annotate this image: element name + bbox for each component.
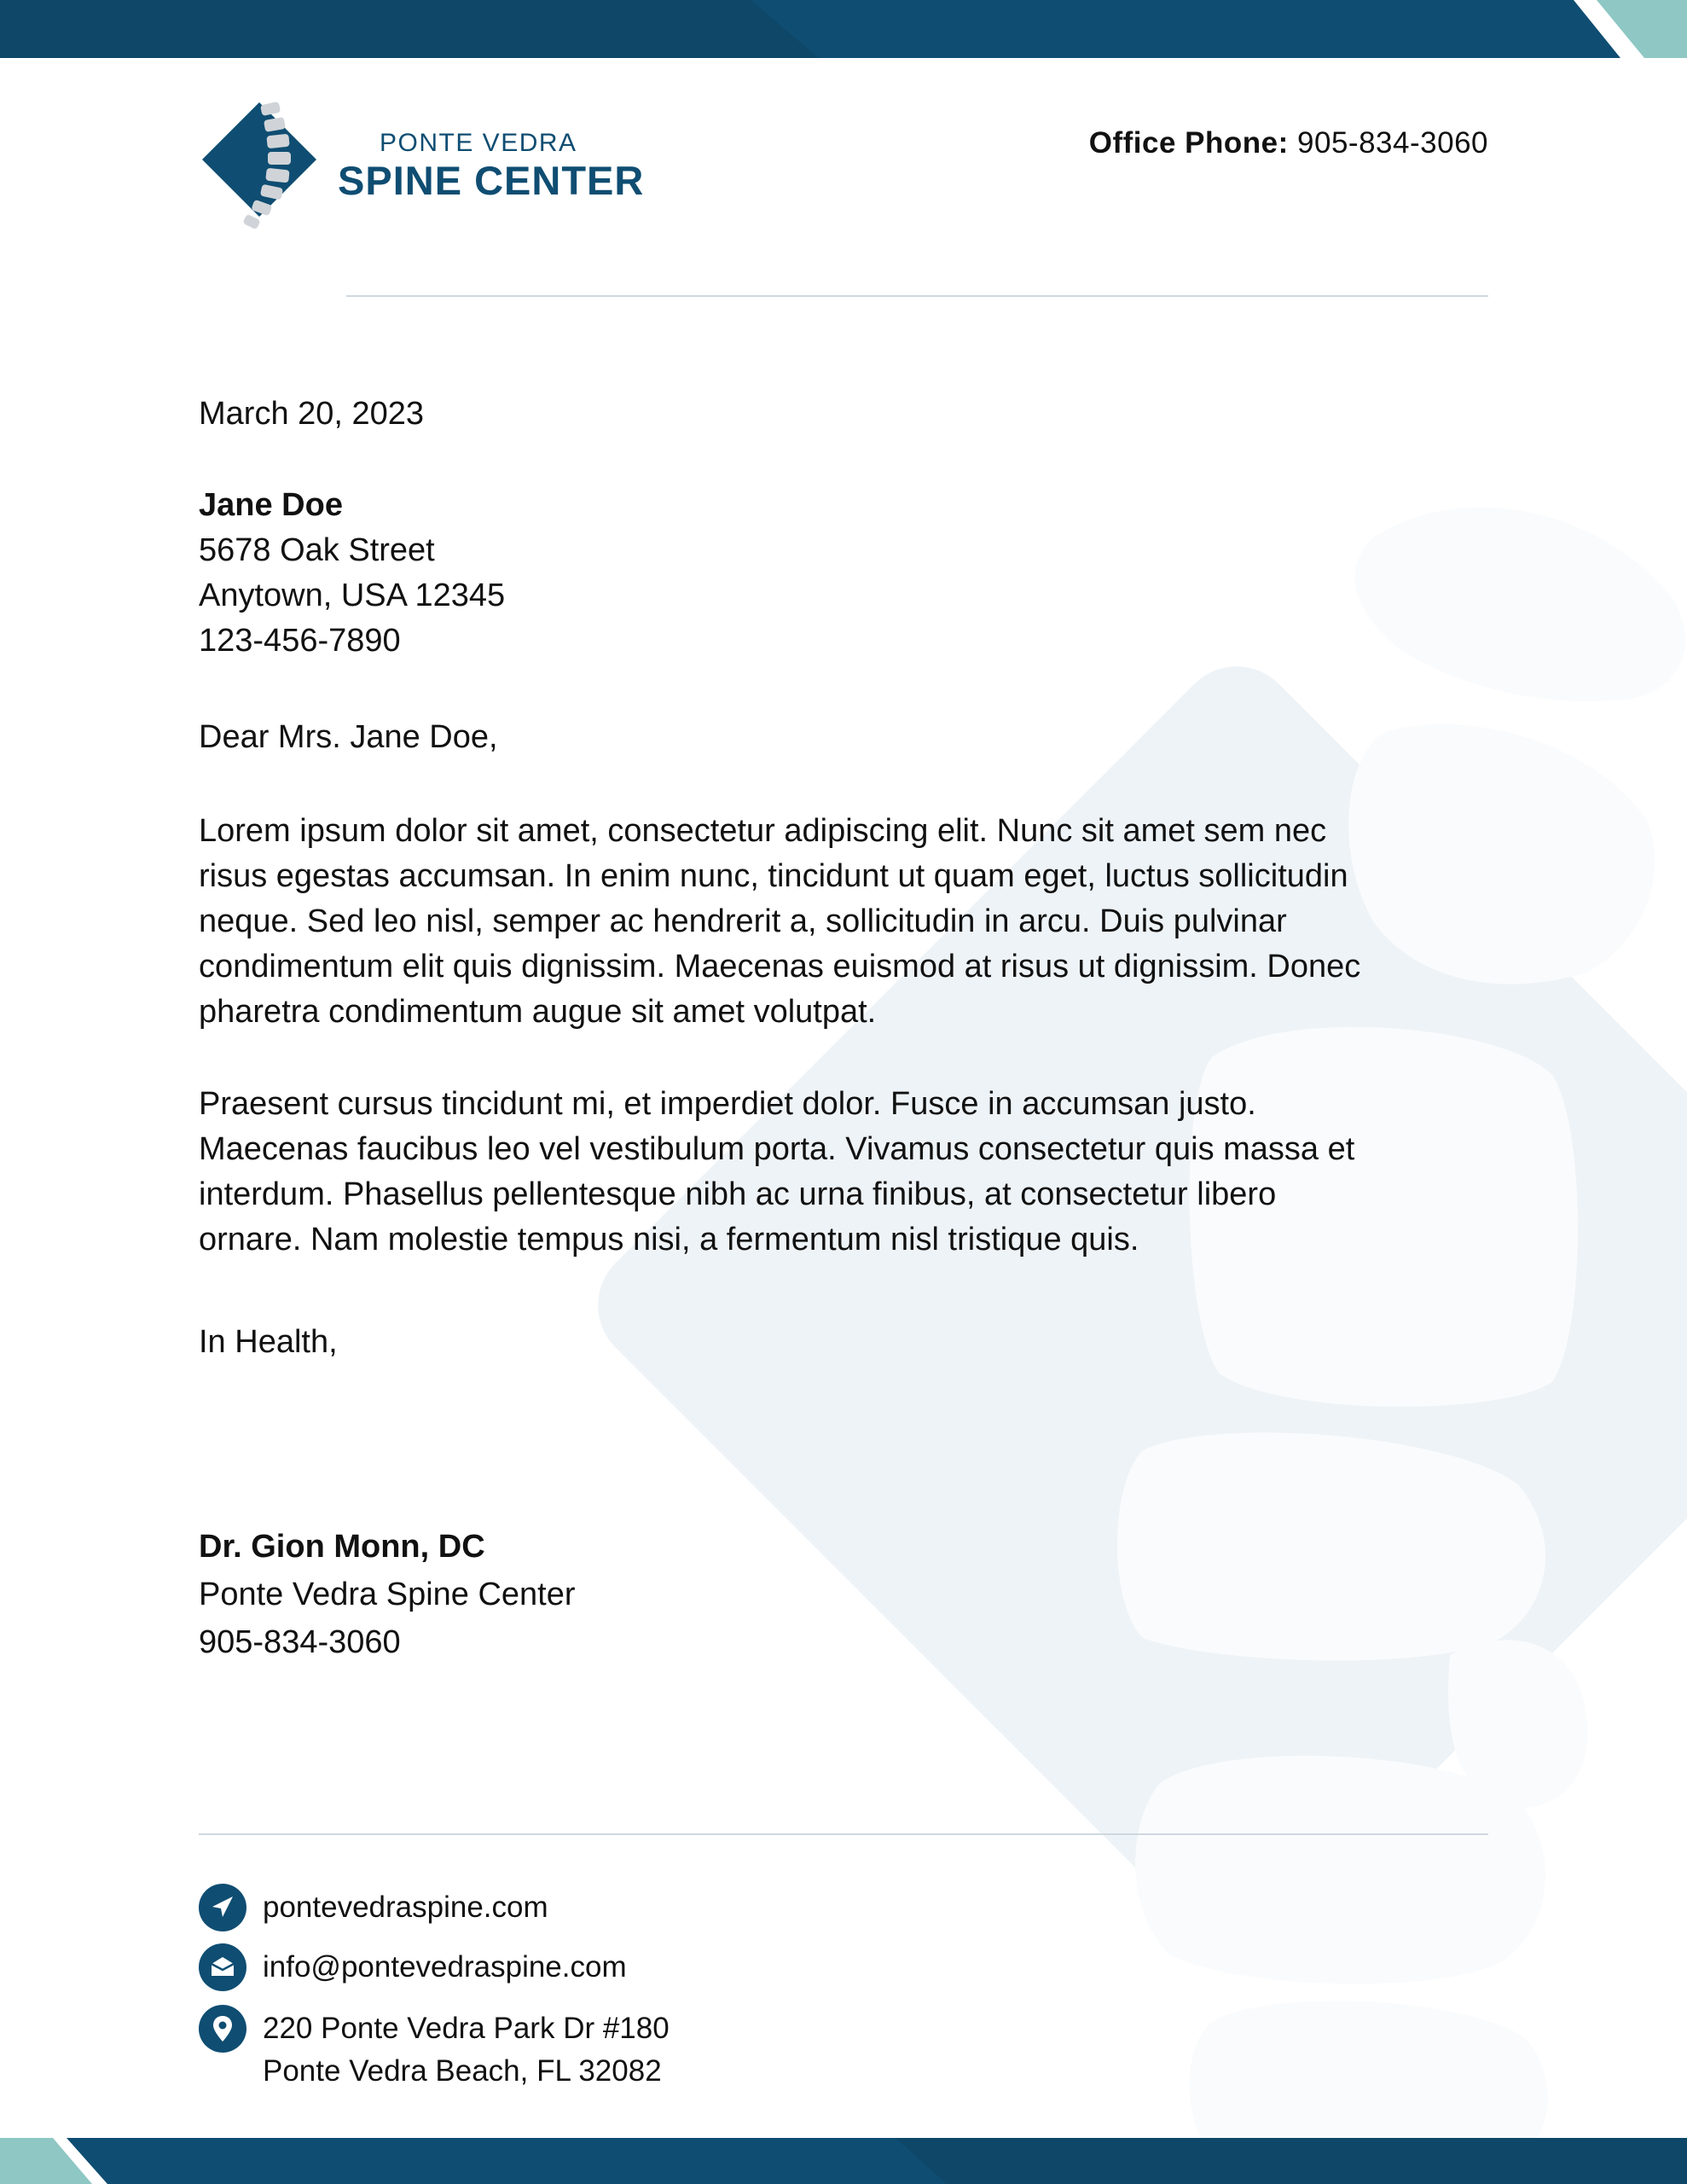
- office-phone-value: 905-834-3060: [1297, 126, 1488, 160]
- envelope-icon: [199, 1943, 246, 1991]
- recipient-city: Anytown, USA 12345: [199, 578, 506, 613]
- logo-text-line1: PONTE VEDRA: [380, 129, 577, 157]
- header-band: [0, 0, 1687, 58]
- salutation: Dear Mrs. Jane Doe,: [199, 719, 498, 755]
- company-logo: [201, 98, 645, 235]
- send-arrow-icon: [199, 1884, 246, 1931]
- recipient-street: 5678 Oak Street: [199, 532, 435, 568]
- logo-text-line2: SPINE CENTER: [338, 158, 645, 203]
- paragraph-2: [199, 1082, 1354, 1263]
- recipient-phone: 123-456-7890: [199, 623, 401, 659]
- signatory-organization: Ponte Vedra Spine Center: [199, 1577, 576, 1612]
- recipient-name: Jane Doe: [199, 487, 343, 523]
- address-line1: 220 Ponte Vedra Park Dr #180: [263, 2012, 670, 2045]
- office-phone: [1089, 126, 1488, 160]
- closing: In Health,: [199, 1324, 338, 1360]
- paragraph-line: interdum. Phasellus pellentesque nibh ac urna finibus, at consectetur libero: [199, 1176, 1277, 1212]
- address-text: [263, 2007, 670, 2093]
- signatory-phone: 905-834-3060: [199, 1624, 401, 1660]
- email-link[interactable]: info@pontevedraspine.com: [263, 1950, 627, 1984]
- office-phone-label: Office Phone:: [1088, 126, 1289, 160]
- paragraph-line: Lorem ipsum dolor sit amet, consectetur adipiscing elit. Nunc sit amet sem nec: [199, 813, 1327, 849]
- paragraph-1: [199, 809, 1360, 1035]
- paragraph-line: neque. Sed leo nisl, semper ac hendrerit a, sollicitudin in arcu. Duis pulvinar: [199, 903, 1287, 939]
- paragraph-line: Maecenas faucibus leo vel vestibulum porta. Vivamus consectetur quis massa et: [199, 1131, 1355, 1167]
- paragraph-line: risus egestas accumsan. In enim nunc, tincidunt ut quam eget, luctus sollicitudin: [199, 858, 1348, 894]
- signatory-name: Dr. Gion Monn, DC: [199, 1529, 485, 1565]
- map-pin-icon: [199, 2005, 246, 2053]
- spine-diamond-logo-icon: [201, 98, 329, 235]
- address-line2: Ponte Vedra Beach, FL 32082: [263, 2054, 662, 2088]
- footer-band: [0, 2138, 1687, 2184]
- signature-block: [199, 1523, 576, 1666]
- header-divider: [346, 295, 1488, 297]
- paragraph-line: ornare. Nam molestie tempus nisi, a fermentum nisl tristique quis.: [199, 1222, 1139, 1258]
- paragraph-line: condimentum elit quis dignissim. Maecenas euismod at risus ut dignissim. Donec: [199, 949, 1361, 985]
- footer-divider: [199, 1833, 1488, 1835]
- recipient-block: [199, 483, 505, 664]
- paragraph-line: pharetra condimentum augue sit amet volutpat.: [199, 994, 877, 1030]
- paragraph-line: Praesent cursus tincidunt mi, et imperdiet dolor. Fusce in accumsan justo.: [199, 1086, 1256, 1122]
- letter-date: March 20, 2023: [199, 396, 425, 432]
- website-link[interactable]: pontevedraspine.com: [263, 1891, 548, 1924]
